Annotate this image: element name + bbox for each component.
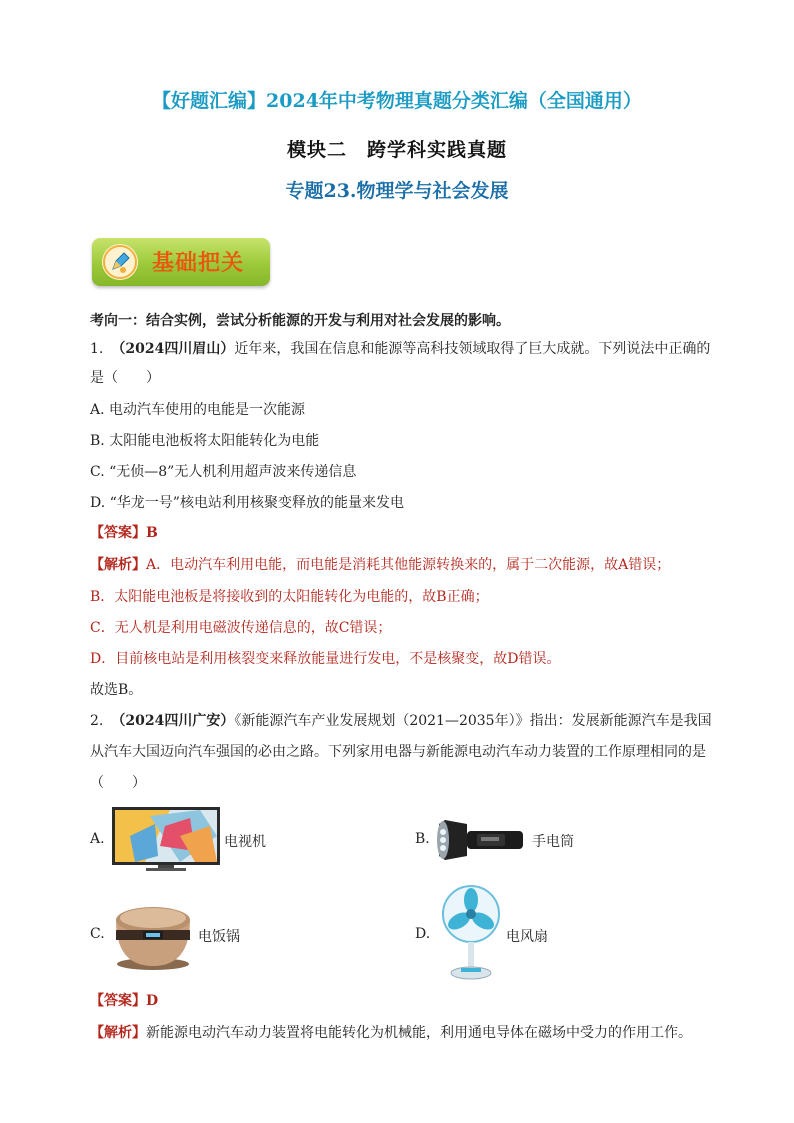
topic-title: 专题23.物理学与社会发展 bbox=[285, 180, 509, 202]
analysis-text: A．电动汽车利用电能，而电能是消耗其他能源转换来的，属于二次能源，故A错误； bbox=[146, 557, 671, 573]
fan-icon bbox=[440, 884, 502, 980]
q2-option-d-label: 电风扇 bbox=[506, 929, 548, 945]
answer-tag: 【答案】 bbox=[90, 993, 146, 1009]
q1-answer bbox=[90, 523, 710, 543]
section-badge bbox=[92, 238, 270, 286]
flashlight-icon bbox=[437, 818, 527, 862]
q1-stem-line1 bbox=[90, 339, 710, 359]
q1-stem-text: 近年来，我国在信息和能源等高科技领域取得了巨大成就。下列说法中正确的 bbox=[234, 341, 711, 357]
section-heading: 考向一：结合实例，尝试分析能源的开发与利用对社会发展的影响。 bbox=[90, 313, 510, 329]
analysis-text: 新能源电动汽车动力装置将电能转化为机械能，利用通电导体在磁场中受力的作用工作。 bbox=[146, 1025, 692, 1041]
q2-stem-text: 《新能源汽车产业发展规划（2021—2035年）》指出：发展新能源汽车是我国 bbox=[234, 713, 712, 729]
q1-analysis-a bbox=[90, 555, 710, 575]
q1-option-d: D. “华龙一号”核电站利用核聚变释放的能量来发电 bbox=[90, 495, 404, 511]
q2-option-d-letter: D. bbox=[415, 926, 431, 942]
q2-option-a-label: 电视机 bbox=[224, 834, 266, 850]
q2-stem-line1 bbox=[90, 711, 710, 731]
q2-option-c-letter: C. bbox=[90, 926, 105, 942]
q2-source: （2024四川广安） bbox=[111, 713, 235, 729]
q1-option-b: B. 太阳能电池板将太阳能转化为电能 bbox=[90, 433, 320, 449]
module-title: 模块二 跨学科实践真题 bbox=[286, 139, 507, 161]
q1-source: （2024四川眉山） bbox=[111, 341, 235, 357]
q2-option-b-label: 手电筒 bbox=[532, 834, 574, 850]
q2-stem-line3: （ ） bbox=[90, 775, 146, 791]
q2-answer bbox=[90, 991, 710, 1011]
q2-option-c-label: 电饭锅 bbox=[198, 929, 240, 945]
rice-cooker-icon bbox=[110, 900, 196, 972]
q1-analysis-d: D．目前核电站是利用核裂变来释放能量进行发电，不是核聚变，故D错误。 bbox=[90, 651, 561, 667]
q1-conclusion: 故选B。 bbox=[90, 682, 143, 698]
answer-value: D bbox=[146, 993, 159, 1009]
q2-number: 2. bbox=[90, 713, 104, 729]
q1-option-a: A. 电动汽车使用的电能是一次能源 bbox=[90, 402, 306, 418]
analysis-tag: 【解析】 bbox=[90, 1025, 146, 1041]
doc-title: 【好题汇编】2024年中考物理真题分类汇编（全国通用） bbox=[152, 90, 642, 112]
tv-icon bbox=[110, 806, 222, 872]
answer-tag: 【答案】 bbox=[90, 525, 146, 541]
badge-label: 基础把关 bbox=[152, 251, 245, 276]
answer-value: B bbox=[146, 525, 158, 541]
analysis-tag: 【解析】 bbox=[90, 557, 146, 573]
q1-analysis-c: C．无人机是利用电磁波传递信息的，故C错误； bbox=[90, 620, 392, 636]
q2-analysis bbox=[90, 1023, 710, 1043]
q2-option-b-letter: B. bbox=[415, 831, 430, 847]
q1-number: 1. bbox=[90, 341, 104, 357]
q1-analysis-b: B．太阳能电池板是将接收到的太阳能转化为电能的，故B正确； bbox=[90, 589, 489, 605]
q2-stem-line2: 从汽车大国迈向汽车强国的必由之路。下列家用电器与新能源电动汽车动力装置的工作原理相同的是 bbox=[90, 744, 706, 760]
q2-option-a-letter: A. bbox=[90, 831, 105, 847]
q1-option-c: C. “无侦—8”无人机利用超声波来传递信息 bbox=[90, 464, 357, 480]
q1-stem-line2: 是（ ） bbox=[90, 370, 160, 386]
pen-icon bbox=[102, 244, 138, 280]
